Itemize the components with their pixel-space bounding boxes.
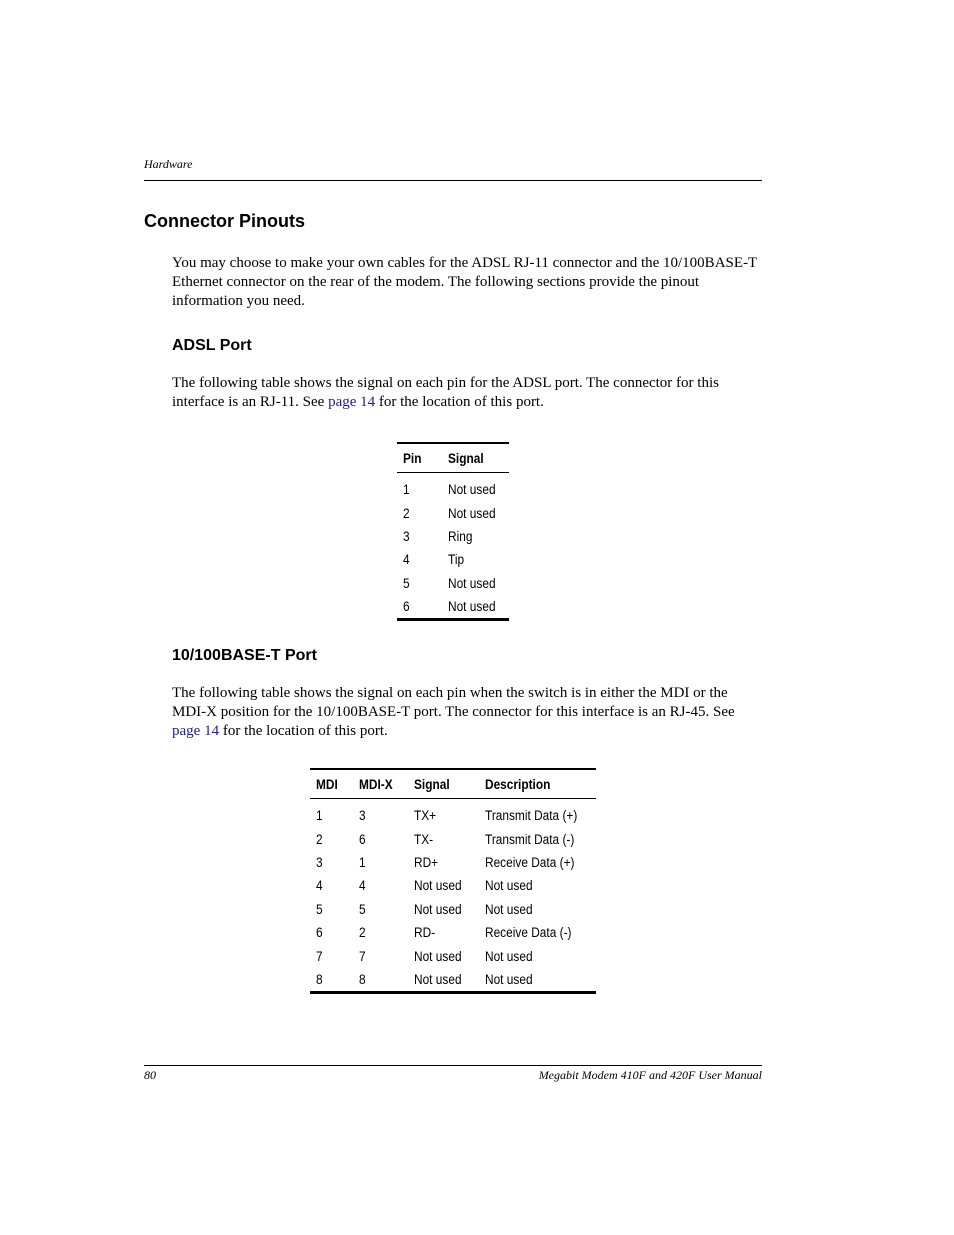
cell-mdi-x: 4 xyxy=(359,878,366,894)
header-rule xyxy=(144,180,762,181)
ethernet-pinout-table xyxy=(310,768,596,994)
ethernet-paragraph xyxy=(172,684,764,741)
cell-mdi-x: 1 xyxy=(359,854,366,870)
adsl-pinout-table xyxy=(397,442,509,621)
column-header-mdi-x: MDI-X xyxy=(359,776,393,792)
cell-description: Not used xyxy=(485,948,533,964)
adsl-port-heading: ADSL Port xyxy=(172,337,252,354)
cell-description: Receive Data (+) xyxy=(485,854,575,870)
cell-description: Receive Data (-) xyxy=(485,925,572,941)
cell-pin: 1 xyxy=(403,482,410,498)
cell-pin: 2 xyxy=(403,505,410,521)
table-row xyxy=(397,572,509,595)
ethernet-port-heading: 10/100BASE-T Port xyxy=(172,647,317,664)
cell-mdi: 4 xyxy=(316,878,323,894)
manual-title: Megabit Modem 410F and 420F User Manual xyxy=(538,1068,762,1082)
table-row xyxy=(310,851,596,874)
cell-signal: Not used xyxy=(413,878,462,894)
cell-mdi: 7 xyxy=(316,948,323,964)
page-number: 80 xyxy=(144,1068,156,1082)
cell-signal: Ring xyxy=(448,528,473,544)
cell-mdi: 5 xyxy=(316,901,323,917)
adsl-paragraph-text: The following table shows the signal on each pin for the ADSL port. The connector for this interface is an RJ-11. See xyxy=(172,375,719,410)
cell-mdi: 3 xyxy=(316,854,323,870)
column-header-signal: Signal xyxy=(448,450,484,466)
cell-signal: TX+ xyxy=(413,808,436,824)
column-header-mdi: MDI xyxy=(316,776,338,792)
cell-pin: 6 xyxy=(403,599,410,615)
table-row xyxy=(397,548,509,571)
cell-description: Transmit Data (-) xyxy=(485,831,575,847)
cell-signal: RD- xyxy=(413,925,435,941)
column-header-pin: Pin xyxy=(403,450,422,466)
table-row xyxy=(397,525,509,548)
table-row xyxy=(310,874,596,897)
cell-mdi: 1 xyxy=(316,808,323,824)
table-row xyxy=(310,799,596,828)
column-header-description: Description xyxy=(485,776,551,792)
table-row xyxy=(397,501,509,524)
cell-signal: Not used xyxy=(448,482,496,498)
table-header-row xyxy=(310,769,596,799)
table-row xyxy=(397,473,509,502)
cell-mdi-x: 8 xyxy=(359,971,366,987)
column-header-signal: Signal xyxy=(413,776,450,792)
cell-pin: 5 xyxy=(403,575,410,591)
cell-mdi-x: 3 xyxy=(359,808,366,824)
cell-mdi: 8 xyxy=(316,971,323,987)
cell-signal: TX- xyxy=(413,831,433,847)
cell-mdi-x: 5 xyxy=(359,901,366,917)
ethernet-page-link[interactable]: page 14 xyxy=(172,723,220,739)
cell-pin: 4 xyxy=(403,552,410,568)
cell-mdi-x: 6 xyxy=(359,831,366,847)
cell-signal: RD+ xyxy=(413,854,438,870)
cell-mdi: 2 xyxy=(316,831,323,847)
cell-mdi-x: 2 xyxy=(359,925,366,941)
adsl-paragraph xyxy=(172,374,764,412)
table-row xyxy=(310,968,596,993)
adsl-paragraph-tail: for the location of this port. xyxy=(375,394,544,410)
cell-signal: Not used xyxy=(448,599,496,615)
cell-signal: Not used xyxy=(448,575,496,591)
table-row xyxy=(310,944,596,967)
running-head: Hardware xyxy=(144,157,193,171)
adsl-page-link[interactable]: page 14 xyxy=(328,394,376,410)
table-row xyxy=(397,595,509,620)
cell-description: Not used xyxy=(485,878,533,894)
intro-paragraph: You may choose to make your own cables for the ADSL RJ-11 connector and the 10/100BASE-T Ethernet connector on the rear of the modem. The following sections provide the pinout information you need. xyxy=(172,255,757,309)
cell-pin: 3 xyxy=(403,528,410,544)
cell-mdi-x: 7 xyxy=(359,948,366,964)
cell-signal: Not used xyxy=(413,948,462,964)
cell-mdi: 6 xyxy=(316,925,323,941)
cell-signal: Tip xyxy=(448,552,465,568)
cell-signal: Not used xyxy=(413,901,462,917)
section-title: Connector Pinouts xyxy=(144,211,305,231)
cell-description: Transmit Data (+) xyxy=(485,808,578,824)
cell-description: Not used xyxy=(485,901,533,917)
footer-rule xyxy=(144,1065,762,1066)
ethernet-paragraph-tail: for the location of this port. xyxy=(219,723,388,739)
table-row xyxy=(310,827,596,850)
table-row xyxy=(310,921,596,944)
cell-signal: Not used xyxy=(413,971,462,987)
ethernet-paragraph-text: The following table shows the signal on each pin when the switch is in either the MDI or the MDI-X position for the 10/100BASE-T port. The connector for this interface is an RJ-45. See xyxy=(172,685,735,720)
table-row xyxy=(310,898,596,921)
cell-signal: Not used xyxy=(448,505,496,521)
cell-description: Not used xyxy=(485,971,533,987)
table-header-row xyxy=(397,443,509,473)
